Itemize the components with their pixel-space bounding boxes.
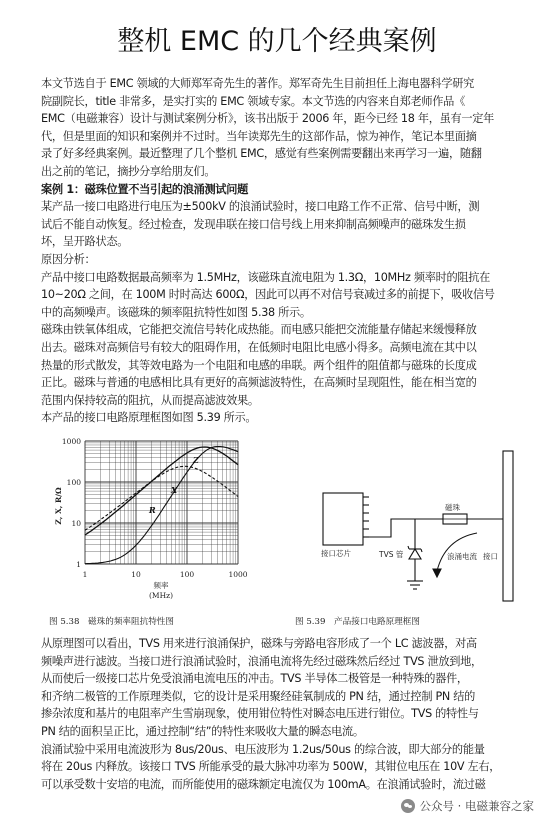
text-line: 掺杂浓度和基片的电阻率产生雪崩现象，使用钳位特性对瞬态电压进行钳位。TVS 的特性与	[41, 707, 479, 721]
text-line: 中的高频噪声。该磁珠的频率阻抗特性如图 5.38 所示。	[41, 305, 311, 319]
text-line: 和齐纳二极管的工作原理类似，它的设计是采用聚经硅氧制成的 PN 结，通过控制 PN 结的	[41, 689, 476, 703]
wechat-icon	[401, 799, 415, 813]
text-line: 录了好多经典案例。最近整理了几个整机 EMC，感觉有些案例需要翻出来再学习一遍，随翻	[41, 147, 482, 161]
y-tick-label: 10	[71, 519, 81, 528]
text-line: 热量的形式散发，其等效电路为一个电阻和电感的串联。两个组件的阻值都与磁珠的长度成	[41, 358, 477, 372]
figure-5-38	[41, 431, 259, 631]
watermark-text: 公众号 · 电磁兼容之家	[419, 799, 534, 813]
x-axis-label: 频率	[153, 581, 169, 590]
text-line: 10~20Ω 之间，在 100M 时时高达 600Ω，因此可以再不对信号衰减过多的前提下，吸收信号	[41, 288, 495, 302]
x-tick-label: 10	[131, 570, 141, 579]
x-tick-label: 1	[82, 570, 88, 579]
text-line: 出去。磁珠对高频信号有较大的阻碍作用，在低频时电阻比电感小得多。高频电流在其中以	[41, 340, 477, 354]
text-line: 将在 20us 内释放。该接口 TVS 所能承受的最大脉冲功率为 500W，其钳位电压在 10V 左右，	[41, 760, 501, 774]
surge-current-label: 浪涌电流	[447, 552, 477, 561]
watermark	[397, 796, 538, 816]
text-line: 正比。磁珠与普通的电感相比具有更好的高频滤波特性，在高频时呈现阻性，能在相当宽的	[41, 376, 477, 390]
bead-label: 磁珠	[445, 503, 460, 512]
text-line: 某产品一接口电路进行电压为±500kV 的浪涌试验时，接口电路工作不正常、信号中断，测	[41, 200, 480, 214]
text-line: 可以承受数十安培的电流，而所能使用的磁珠额定电流仅为 100mA。在浪涌试验时，流过磁	[41, 777, 486, 791]
text-line: 出之前的笔记，摘抄分享给朋友们。	[41, 164, 216, 178]
text-line: 范围内保持较高的阻抗，从而提高滤波效果。	[41, 393, 259, 407]
y-tick-label: 100	[66, 478, 81, 487]
y-axis-label: Z, X, R/Ω	[54, 487, 63, 525]
tvs-label: TVS 管	[379, 550, 404, 559]
case-heading: 案例 1：磁珠位置不当引起的浪涌测试问题	[41, 182, 249, 196]
r-curve	[85, 447, 238, 564]
interface-port	[503, 451, 513, 601]
figure-5-39	[277, 431, 519, 631]
text-line: 产品中接口电路数据最高频率为 1.5MHz，该磁珠直流电阻为 1.3Ω，10MHz 频率时的阻抗在	[41, 270, 491, 284]
explanation-paragraph	[41, 635, 519, 793]
curve-label-r: R	[149, 505, 156, 515]
text-line: 院副院长，title 非常多，是实打实的 EMC 领域专家。本文节选的内容来自郑老师作品《	[41, 94, 465, 108]
text-line: 从而使后一级接口芯片免受浪涌电流电压的冲击。TVS 半导体二极管是一种特殊的器件，	[41, 672, 468, 686]
text-line: 试后不能自动恢复。经过检查，发现串联在接口信号线上用来抑制高频噪声的磁珠发生损	[41, 217, 466, 231]
y-tick-label: 1000	[61, 437, 81, 446]
curve-label-z: Z	[193, 455, 199, 465]
chart-grid	[85, 441, 238, 564]
figure-caption: 图 5.38 磁珠的频率阻抗特性图	[49, 617, 174, 627]
page-title: 整机 EMC 的几个经典案例	[117, 26, 437, 57]
x-axis-unit: (MHz)	[148, 591, 174, 600]
text-line: 代，但是里面的知识和案例并不过时。当年读郑先生的这部作品，惊为神作，笔记本里面摘	[41, 129, 477, 143]
text-line: 从原理图可以看出，TVS 用来进行浪涌保护，磁珠与旁路电容形成了一个 LC 滤波器，对高	[41, 637, 477, 650]
port-label: 接口	[483, 552, 498, 561]
text-line: 本文节选自于 EMC 领域的大师郑军奇先生的著作。郑军奇先生目前担任上海电器科学研究	[41, 77, 474, 90]
x-tick-label: 1000	[228, 570, 248, 579]
chip-label: 接口芯片	[321, 549, 351, 558]
figure-caption: 图 5.39 产品接口电路原理框图	[295, 617, 420, 627]
analysis-label: 原因分析：	[41, 252, 96, 266]
text-line: EMC（电磁兼容）设计与测试案例分析》，该书出版于 2006 年，距今已经 18 年，虽有一定年	[41, 112, 495, 126]
text-line: 频噪声进行滤波。当接口进行浪涌试验时，浪涌电流将先经过磁珠然后经过 TVS 泄放到地，	[41, 654, 482, 668]
x-tick-label: 100	[179, 570, 195, 579]
text-line: 浪涌试验中采用电流波形为 8us/20us、电压波形为 1.2us/50us 的综合波，即大部分的能量	[41, 742, 485, 756]
y-tick-label: 1	[76, 560, 81, 569]
text-line: 本产品的接口电路原理框图如图 5.39 所示。	[41, 411, 257, 425]
impedance-chart	[41, 431, 259, 615]
intro-paragraph	[41, 75, 519, 427]
text-line: 坏，呈开路状态。	[41, 235, 129, 249]
curve-label-x: X	[171, 485, 178, 495]
circuit-diagram	[277, 431, 519, 615]
text-line: 磁珠由铁氧体组成，它能把交流信号转化成热能。而电感只能把交流能量存储起来缓慢释放	[41, 323, 477, 337]
figures-area	[41, 431, 519, 631]
text-line: PN 结的面积呈正比，通过控制“结”的特性来吸收大量的瞬态电流。	[41, 724, 364, 738]
interface-chip	[323, 493, 363, 545]
